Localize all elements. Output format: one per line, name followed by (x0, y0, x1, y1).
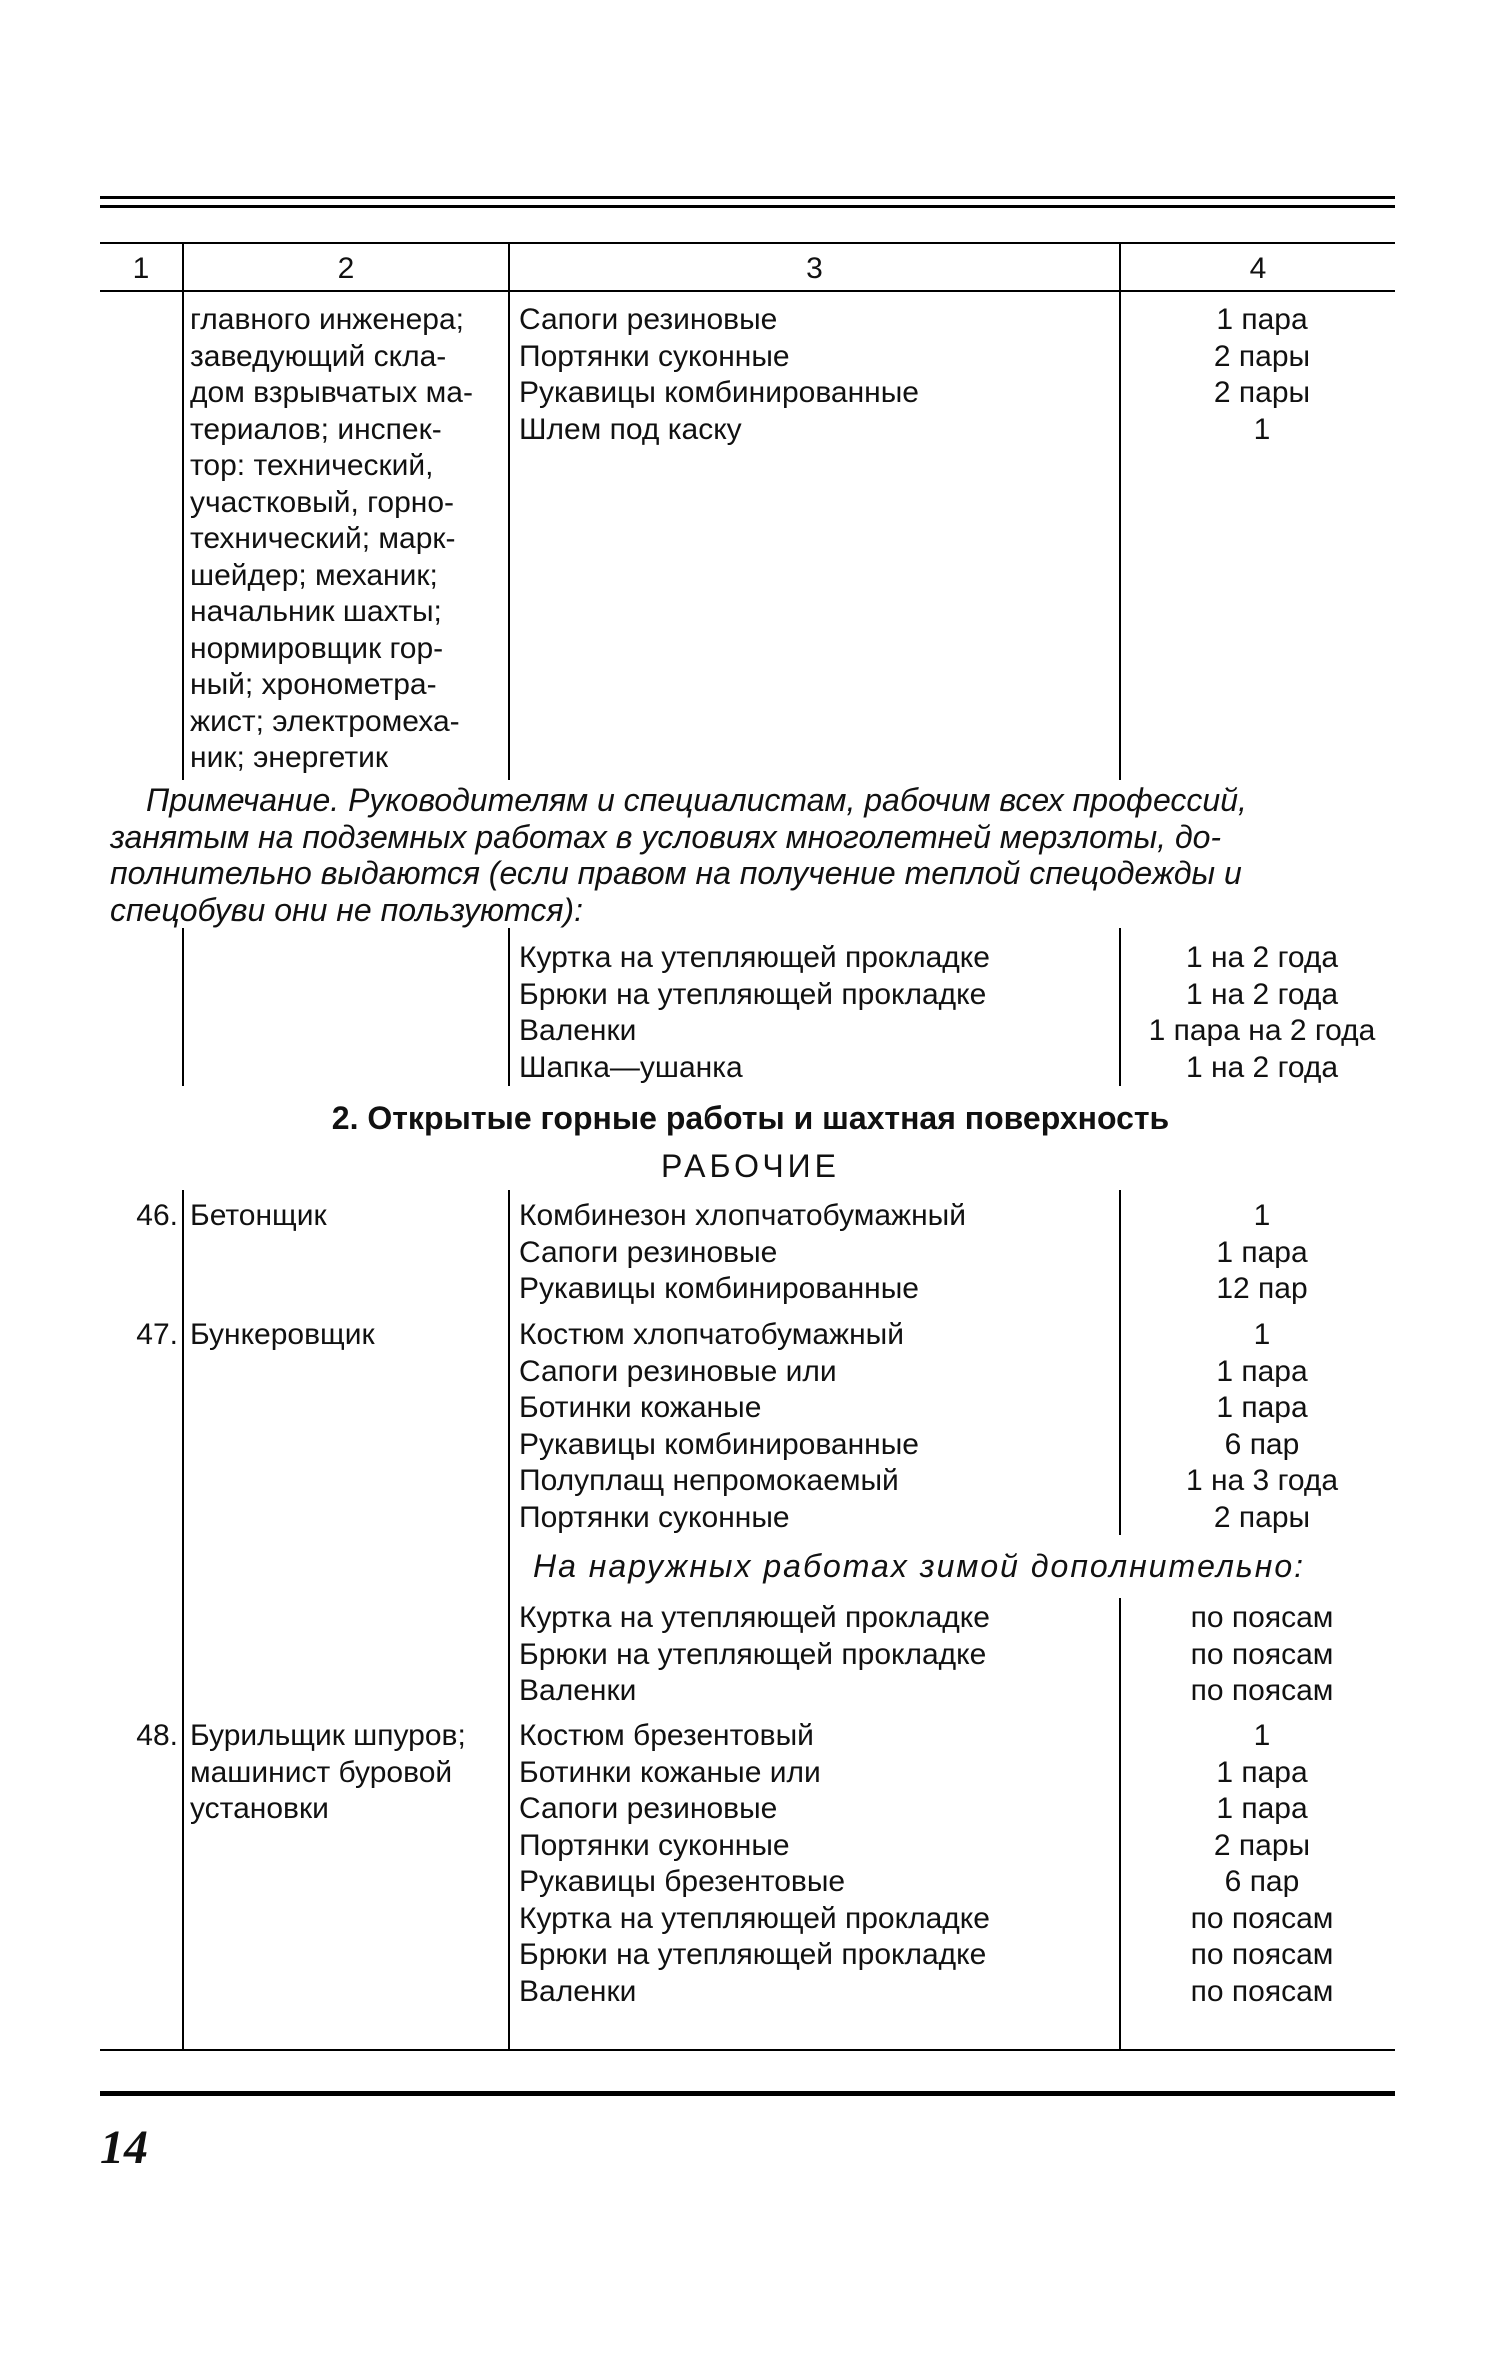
item-quantity: по поясам (1190, 1637, 1334, 1671)
item-quantity: 2 пары (1213, 1828, 1311, 1862)
item-quantity: 2 пары (1213, 376, 1311, 409)
col-line-3 (1119, 242, 1121, 780)
item-quantity: 1 пара (1216, 303, 1308, 336)
profession-line: териалов; инспек- (190, 412, 442, 446)
item-name: Сапоги резиновые (519, 1792, 778, 1825)
note-line: спецобуви они не пользуются): (110, 891, 583, 928)
row-profession: Бетонщик (190, 1199, 327, 1232)
item-name: Брюки на утепляющей прокладке (519, 1637, 987, 1671)
profession-line: ный; хронометра- (190, 668, 437, 701)
footer-rule (100, 2091, 1395, 2096)
item-name: Костюм брезентовый (519, 1719, 814, 1752)
item-name: Куртка на утепляющей прокладке (519, 941, 990, 974)
item-name: Валенки (519, 1974, 637, 2008)
profession-line: участковый, горно- (190, 485, 455, 519)
item-name: Ботинки кожаные или (519, 1755, 821, 1789)
top-rule-2 (100, 205, 1395, 208)
header-col-3: 3 (806, 252, 823, 285)
item-name: Комбинезон хлопчатобумажный (519, 1199, 966, 1232)
item-name: Куртка на утепляющей прокладке (519, 1901, 990, 1935)
profession-line: нормировщик гор- (190, 631, 444, 665)
item-quantity: 1 пара на 2 года (1148, 1014, 1376, 1047)
item-name: Валенки (519, 1014, 637, 1047)
item-quantity: 1 на 2 года (1185, 941, 1339, 974)
note-line: полнительно выдаются (если правом на получение теплой спецодежды и (110, 855, 1242, 891)
col-line-1 (182, 242, 184, 780)
item-quantity: 1 (1253, 1318, 1271, 1351)
item-quantity: 1 пара (1216, 1755, 1308, 1789)
note-col-line-2 (508, 928, 510, 1086)
item-quantity: 1 пара (1216, 1235, 1308, 1269)
header-bottom-line (100, 290, 1395, 292)
item-name: Брюки на утепляющей прокладке (519, 977, 987, 1011)
item-name: Шлем под каску (519, 412, 742, 446)
header-col-4: 4 (1249, 252, 1267, 285)
profession-line: начальник шахты; (190, 595, 442, 628)
item-quantity: по поясам (1190, 1674, 1334, 1707)
row-profession: Бункеровщик (190, 1318, 375, 1351)
item-quantity: 1 пара (1216, 1391, 1308, 1424)
extra-label: На наружных работах зимой дополнительно: (533, 1548, 1306, 1584)
item-quantity: 1 на 2 года (1185, 1050, 1339, 1084)
header-col-2: 2 (337, 252, 355, 285)
section-col-line-3a (1119, 1190, 1121, 1535)
item-quantity: 2 пары (1213, 339, 1311, 373)
item-name: Портянки суконные (519, 339, 790, 373)
item-name: Брюки на утепляющей прокладке (519, 1938, 987, 1971)
row-number: 47. (136, 1318, 178, 1351)
row-number: 46. (136, 1199, 178, 1232)
section-col-line-3b (1119, 1598, 1121, 2050)
profession-line: тор: технический, (190, 449, 434, 482)
item-quantity: по поясам (1190, 1938, 1334, 1971)
section-col-line-1 (182, 1190, 184, 2050)
item-quantity: 1 (1253, 1199, 1271, 1232)
item-name: Костюм хлопчатобумажный (519, 1318, 904, 1351)
top-rule-1 (100, 196, 1395, 199)
row-number: 48. (136, 1719, 178, 1752)
item-name: Рукавицы комбинированные (519, 1427, 919, 1461)
item-quantity: 1 пара (1216, 1354, 1308, 1388)
profession-line: ник; энергетик (190, 741, 388, 774)
item-name: Ботинки кожаные (519, 1391, 762, 1424)
section-col-line-2 (508, 1190, 510, 2050)
note-line: Примечание. Руководителям и специалистам, рабочим всех профессий, (146, 782, 1247, 818)
item-quantity: 2 пары (1213, 1500, 1311, 1534)
item-quantity: 6 пар (1224, 1427, 1300, 1461)
item-quantity: 1 пара (1216, 1792, 1308, 1825)
item-name: Полуплащ непромокаемый (519, 1464, 899, 1497)
item-quantity: 1 (1253, 412, 1271, 446)
profession-line: дом взрывчатых ма- (190, 376, 473, 409)
item-name: Шапка—ушанка (519, 1050, 743, 1084)
row-profession: установки (190, 1792, 329, 1825)
item-quantity: 1 на 3 года (1185, 1464, 1339, 1497)
item-name: Портянки суконные (519, 1828, 790, 1862)
profession-line: заведующий скла- (190, 339, 447, 373)
col-line-2 (508, 242, 510, 780)
item-name: Валенки (519, 1674, 637, 1707)
header-col-1: 1 (132, 252, 150, 285)
note-col-line-1 (182, 928, 184, 1086)
item-name: Куртка на утепляющей прокладке (519, 1601, 990, 1634)
row-profession: машинист буровой (190, 1755, 453, 1789)
item-name: Рукавицы комбинированные (519, 1272, 919, 1305)
item-quantity: по поясам (1190, 1601, 1334, 1634)
item-quantity: по поясам (1190, 1901, 1334, 1935)
item-name: Сапоги резиновые или (519, 1354, 837, 1388)
note-col-line-3 (1119, 928, 1121, 1086)
profession-line: главного инженера; (190, 303, 464, 336)
item-quantity: 6 пар (1224, 1865, 1300, 1898)
item-quantity: 1 (1253, 1719, 1271, 1752)
section-subtitle: РАБОЧИЕ (660, 1148, 841, 1184)
item-name: Сапоги резиновые (519, 1235, 778, 1269)
header-top-line (100, 242, 1395, 244)
item-quantity: 1 на 2 года (1185, 977, 1339, 1011)
item-name: Рукавицы комбинированные (519, 376, 919, 409)
item-name: Сапоги резиновые (519, 303, 778, 336)
profession-line: жист; электромеха- (190, 704, 460, 738)
item-name: Рукавицы брезентовые (519, 1865, 846, 1898)
profession-line: технический; марк- (190, 522, 456, 555)
page-number: 14 (100, 2121, 148, 2174)
row-profession: Бурильщик шпуров; (190, 1719, 466, 1752)
item-name: Портянки суконные (519, 1500, 790, 1534)
table-bottom-line (100, 2049, 1395, 2051)
note-line: занятым на подземных работах в условиях многолетней мерзлоты, до- (110, 818, 1222, 855)
item-quantity: 12 пар (1216, 1272, 1308, 1305)
section-title: 2. Открытые горные работы и шахтная поверхность (331, 1100, 1170, 1136)
item-quantity: по поясам (1190, 1974, 1334, 2008)
profession-line: шейдер; механик; (190, 558, 438, 592)
